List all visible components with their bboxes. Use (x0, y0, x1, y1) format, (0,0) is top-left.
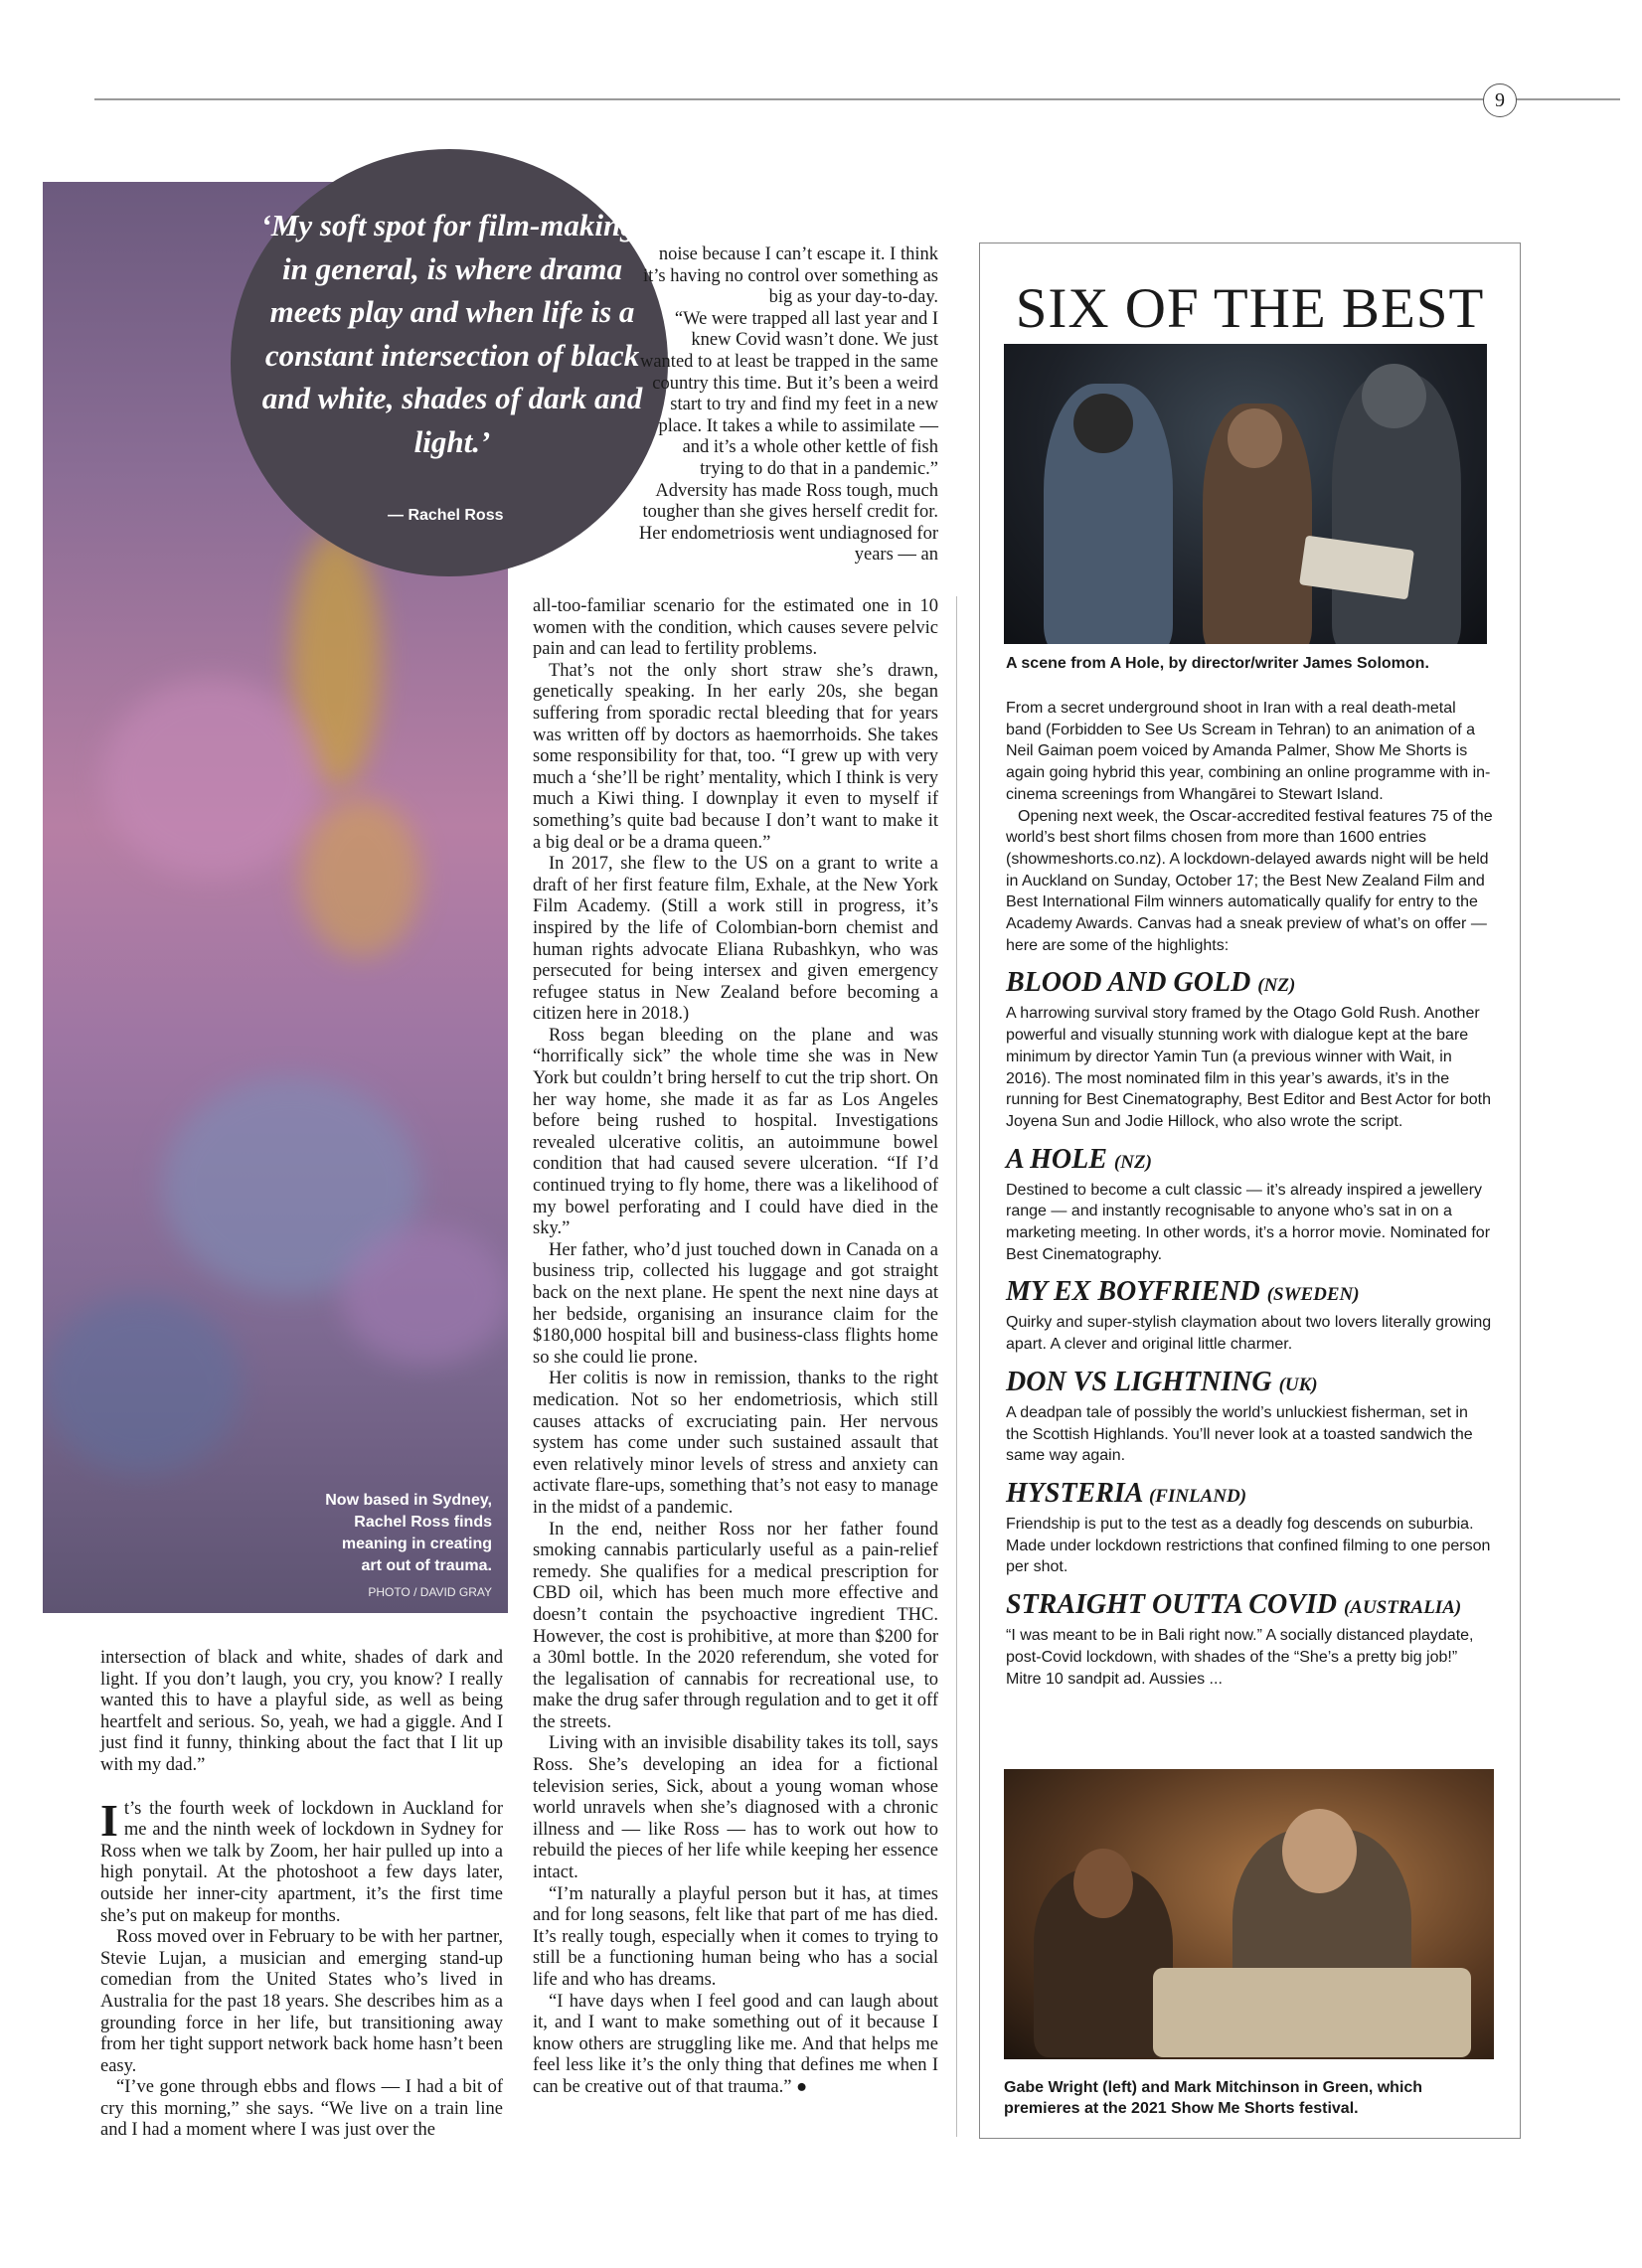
paragraph: From a secret underground shoot in Iran with a real death-metal band (Forbidden to See Us Scream in Tehran) to an animation of a Neil Gaiman poem voiced by Amanda Palmer, Show Me Shorts is again going hybrid this year, combining an online programme with in-cinema screenings from Whangārei to Stewart Island. (1006, 700, 1491, 803)
film-heading: HYSTERIA (FINLAND) (1006, 1477, 1247, 1509)
paragraph: intersection of black and white, shades of dark and light. If you don’t laugh, you cry, you know? I really wanted this to have a playful side, as well as being heartfelt and serious. So, yeah, we had a giggle. And I just find it funny, thinking about the fact that I lit up with my dad.” (100, 1648, 503, 1775)
paragraph: Adversity has made Ross tough, much tougher than she gives herself credit for. Her endometriosis went undiagnosed for years — an (638, 480, 938, 566)
paragraph: “We were trapped all last year and I knew Covid wasn’t done. We just wanted to at least be trapped in the same country this time. But it’s been a weird start to try and find my feet in a new place. It takes a while to assimilate — and it’s a whole other kettle of fish trying to do that in a pandemic.” (639, 308, 938, 479)
paragraph: Her colitis is now in remission, thanks to the right medication. Not so her endometriosis, which still causes attacks of excruciating pain. Her nervous system has come under such sustained assault that even relatively minor levels of stress and anxiety can activate flare-ups, something that’s not easy to manage in the midst of a pandemic. (533, 1369, 938, 1518)
sidebar-title: SIX OF THE BEST (1015, 277, 1485, 340)
film-description: “I was meant to be in Bali right now.” A socially distanced playdate, post-Covid lockdown, with shades of the “She’s a pretty big job!” Mitre 10 sandpit ad. Aussies ... (1006, 1627, 1474, 1688)
film-description: Destined to become a cult classic — it’s already inspired a jewellery range — and instantly recognisable to anyone who’s sat in on a marketing meeting. In other words, it’s a horror movie. Nominated for Best Cinematography. (1006, 1181, 1491, 1263)
pull-quote-attribution: — Rachel Ross (388, 507, 504, 524)
paragraph: Ross moved over in February to be with her partner, Stevie Lujan, a musician and emerging stand-up comedian from the United States who’s lived in Australia for the past 18 years. She describes him as a grounding force in her life, but transitioning away from her tight support network back home hasn’t been easy. (100, 1927, 503, 2076)
film-description: A deadpan tale of possibly the world’s unluckiest fisherman, set in the Scottish Highlands. You’ll never look at a toasted sandwich the same way again. (1006, 1403, 1473, 1465)
film-heading: A HOLE (NZ) (1006, 1143, 1152, 1175)
paragraph: That’s not the only short straw she’s drawn, genetically speaking. In her early 20s, she began suffering from sporadic rectal bleeding that for years was written off by doctors as haemorrhoids. She takes some responsibility for that, too. “I grew up with very much a ‘she’ll be right’ mentality, which I think is very much a Kiwi thing. I downplay it even to myself if something’s quite bad because I don’t want to make it a big deal or be a drama queen.” (533, 660, 938, 853)
paragraph: It’s the fourth week of lockdown in Auckland for me and the ninth week of lockdown in Sydney for Ross when we talk by Zoom, her hair pulled up into a high ponytail. At the photoshoot a few days later, outside her inner-city apartment, it’s the first time she’s put on makeup for months. (100, 1794, 503, 1926)
film-heading: STRAIGHT OUTTA COVID (AUSTRALIA) (1006, 1589, 1462, 1621)
film-heading: DON VS LIGHTNING (UK) (1006, 1366, 1318, 1397)
top-rule (94, 98, 1620, 100)
paragraph: “I’ve gone through ebbs and flows — I had a bit of cry this morning,” she says. “We live on a train line and I had a moment where I was just over the (100, 2077, 503, 2141)
sidebar-body (1006, 698, 1493, 1690)
paragraph: Opening next week, the Oscar-accredited festival features 75 of the world’s best short films chosen from more than 1600 entries (showmeshorts.co.nz). A lockdown-delayed awards night will be held in Auckland on Sunday, October 17; the Best New Zealand Film and Best International Film winners automatically qualify for entry to the Academy Awards. Canvas had a sneak preview of what’s on offer — here are some of the highlights: (1006, 807, 1493, 954)
photo-caption-1: A scene from A Hole, by director/writer James Solomon. (1006, 655, 1429, 672)
pull-quote-text: ‘My soft spot for film-making, in general, is where drama meets play and when life is a constant intersection of black and white, shades of dark and light.’ (260, 208, 644, 459)
film-still-a-hole (1004, 344, 1487, 644)
film-heading: BLOOD AND GOLD (NZ) (1006, 967, 1296, 999)
article-column-1 (100, 1648, 503, 2142)
paragraph: In 2017, she flew to the US on a grant to write a draft of her first feature film, Exhale, at the New York Film Academy. (Still a work still in progress, it’s inspired by the life of Colombian-born chemist and human rights advocate Eliana Rubashkyn, who was persecuted for being intersex and given emergency refugee status in New Zealand before becoming a citizen here in 2018.) (533, 854, 938, 1025)
paragraph: “I have days when I feel good and can laugh about it, and I want to make something out of it because I know others are struggling like me. And that helps me feel less like it’s the only thing that defines me when I can be creative out of that trauma.” ● (533, 1991, 938, 2097)
photo-caption-2: Gabe Wright (left) and Mark Mitchinson in Green, which premieres at the 2021 Show Me Shorts festival. (1004, 2079, 1423, 2117)
paragraph: Ross began bleeding on the plane and was “horrifically sick” the whole time she was in New York but couldn’t bring herself to cut the trip short. On her way home, she made it as far as Los Angeles before being rushed to hospital. Investigations revealed ulcerative colitis, an autoimmune bowel condition that had caused severe ulceration. “If I’d continued trying to fly home, there was a likelihood of my bowel perforating and I could have died in the sky.” (533, 1025, 938, 1239)
film-description: A harrowing survival story framed by the Otago Gold Rush. Another powerful and visually stunning work with dialogue kept at the bare minimum by director Yamin Tun (a previous winner with Wait, in 2016). The most nominated film in this year’s awards, it’s in the running for Best Cinematography, Best Editor and Best Actor for both Joyena Sun and Jodie Hillock, who also wrote the script. (1006, 1005, 1491, 1130)
paragraph: Her father, who’d just touched down in Canada on a business trip, collected his luggage and got straight back on the next plane. He spent the next nine days at her bedside, organising an insurance claim for the $180,000 hospital bill and business-class flights home so she could lie prone. (533, 1239, 938, 1368)
film-description: Quirky and super-stylish claymation about two lovers literally growing apart. A clever and original little charmer. (1006, 1314, 1492, 1354)
article-column-2-top (636, 244, 938, 567)
paragraph: “I’m naturally a playful person but it has, at times and for long seasons, felt like that part of me has died. It’s really tough, especially when it comes to trying to still be a functioning human being who has a social life and who has dreams. (533, 1883, 938, 1990)
article-column-2 (533, 596, 938, 2099)
portrait-caption: Now based in Sydney, Rachel Ross finds meaning in creating art out of trauma. (325, 1492, 492, 1574)
paragraph: In the end, neither Ross nor her father found smoking cannabis particularly useful as a pain-relief remedy. She qualifies for a medical prescription for CBD oil, which has been much more effective and doesn’t contain the psychoactive ingredient THC. However, the cost is prohibitive, at more than $200 for a 30ml bottle. In the 2020 referendum, she voted for the legalisation of cannabis for recreational use, to make the drug safer through regulation and to get it off the streets. (533, 1519, 938, 1732)
page-number: 9 (1483, 83, 1517, 117)
column-divider (956, 596, 957, 2137)
film-heading: MY EX BOYFRIEND (SWEDEN) (1006, 1276, 1360, 1308)
film-still-green (1004, 1769, 1494, 2059)
photo-credit: PHOTO / DAVID GRAY (368, 1585, 492, 1599)
paragraph: all-too-familiar scenario for the estimated one in 10 women with the condition, which causes severe pelvic pain and can lead to fertility problems. (533, 596, 938, 660)
paragraph: noise because I can’t escape it. I think it’s having no control over something as big as your day-to-day. (643, 244, 938, 308)
drop-cap: I (100, 1794, 118, 1846)
film-description: Friendship is put to the test as a deadly fog descends on suburbia. Made under lockdown restrictions that confined filming to one person per shot. (1006, 1515, 1491, 1576)
paragraph: Living with an invisible disability takes its toll, says Ross. She’s developing an idea for a fictional television series, Sick, about a young woman whose world unravels when she’s diagnosed with a chronic illness and — like Ross — has to work out how to rebuild the pieces of her life while keeping her essence intact. (533, 1733, 938, 1883)
